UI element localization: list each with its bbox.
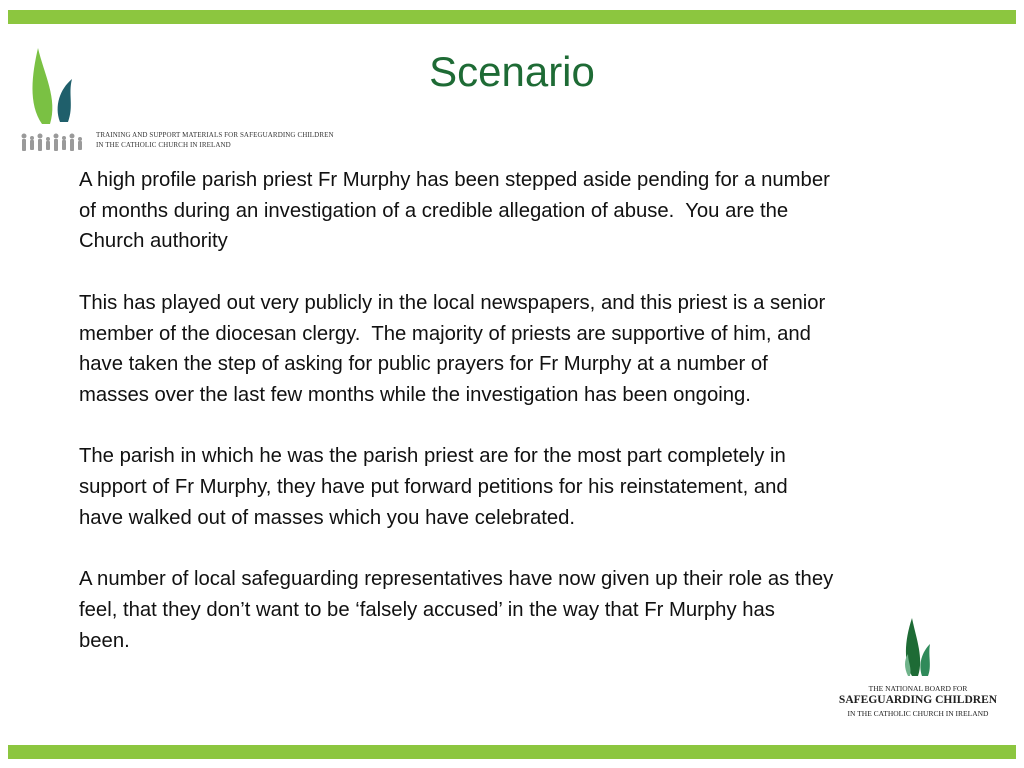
text-line: have walked out of masses which you have celebrated. [79, 506, 576, 529]
national-board-line1: THE NATIONAL BOARD FOR [868, 684, 968, 693]
national-board-line2: SAFEGUARDING CHILDREN [838, 694, 998, 706]
logo-tagline-line2: IN THE CATHOLIC CHURCH IN IRELAND [96, 141, 231, 149]
text-line: A high profile parish priest Fr Murphy has been stepped aside pending for a number [79, 169, 830, 191]
logo-tagline-line1: TRAINING AND SUPPORT MATERIALS FOR SAFEGUARDING CHILDREN [96, 131, 334, 139]
text-line: A number of local safeguarding representatives have now given up their role as they [79, 568, 834, 591]
paragraph-3 [79, 441, 979, 533]
text-line: feel, that they don’t want to be ‘falsely accused’ in the way that Fr Murphy has [79, 598, 775, 621]
national-board-line3: IN THE CATHOLIC CHURCH IN IRELAND [847, 709, 989, 718]
text-line: This has played out very publicly in the local newspapers, and this priest is a senior [79, 291, 826, 314]
logo-top-left [14, 44, 344, 159]
text-line: masses over the last few months while the investigation has been ongoing. [79, 383, 751, 406]
national-board-logo [836, 614, 1006, 724]
flame-logo-icon [14, 44, 94, 159]
slide-title: Scenario [429, 48, 595, 95]
paragraph-2 [79, 288, 979, 411]
text-line: The parish in which he was the parish priest are for the most part completely in [79, 445, 786, 468]
bottom-accent-bar [8, 745, 1016, 759]
paragraph-1 [79, 165, 979, 257]
text-line: have taken the step of asking for public prayers for Fr Murphy at a number of [79, 353, 768, 376]
text-line: been. [79, 629, 130, 652]
top-accent-bar [8, 10, 1016, 24]
scenario-body [79, 165, 979, 687]
text-line: member of the diocesan clergy. The majority of priests are supportive of him, and [79, 322, 811, 345]
text-line: Church authority [79, 230, 228, 253]
text-line: support of Fr Murphy, they have put forward petitions for his reinstatement, and [79, 476, 788, 498]
text-line: of months during an investigation of a credible allegation of abuse. You are the [79, 199, 789, 222]
national-board-flame-icon [890, 614, 946, 680]
